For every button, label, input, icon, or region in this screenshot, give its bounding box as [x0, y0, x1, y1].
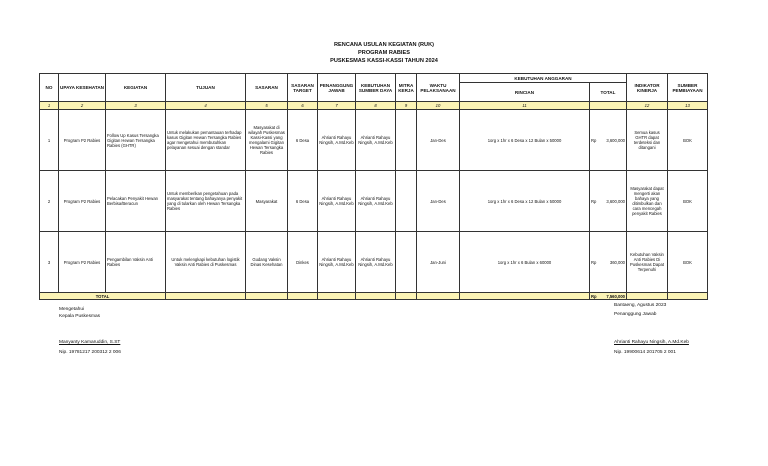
row-no: 1: [40, 110, 59, 171]
header-indikator: INDIKATOR KINERJA: [627, 74, 668, 102]
header-kebutuhan-anggaran: KEBUTUHAN ANGGARAN: [460, 74, 627, 83]
row-indikator: Kebutuhan Vaksin Anti Rabies Di Puskesmas Dapat Terpenuhi: [627, 232, 668, 293]
table-row: [40, 171, 708, 232]
penanggung-jawab-label: Penanggung Jawab: [614, 312, 657, 317]
puskesmas-title: PUSKESMAS KASSI-KASSI TAHUN 2024: [330, 58, 438, 64]
place-date: Bantaeng, Agustus 2023: [614, 303, 667, 308]
col-number: [590, 102, 627, 110]
row-tujuan: Untuk melengkapi kebutuhan logistik Vaksin Anti Rabies di Puskesmas: [166, 232, 246, 293]
row-upaya: Program P2 Rabies: [59, 232, 106, 293]
row-rincian: 1org x 1hr x 6 Bulan x 60000: [460, 232, 590, 293]
kepala-puskesmas-name: Manyanty Kamaruddin, S.ST: [59, 340, 121, 345]
row-total-cell: [590, 171, 627, 232]
row-tujuan: Untuk memberikan pengetahuan pada masyarakat tentang bahayanya penyakit yang di tularkan oleh Hewan Tersangka Rabies: [166, 171, 246, 232]
header-sumber: SUMBER PEMBIAYAAN: [668, 74, 708, 102]
col-number: 6: [288, 102, 318, 110]
col-number: 9: [396, 102, 417, 110]
kepala-puskesmas-nip: Nip. 19781217 200312 2 006: [59, 350, 121, 355]
penanggung-jawab-nip: Nip. 19900614 201705 2 001: [614, 350, 676, 355]
row-sumber-daya: Ahrianti Rahayu Ningsih, A.Md.Keb: [356, 232, 396, 293]
row-total: 3,600,000: [606, 198, 625, 204]
row-indikator: Masyarakat dapat mengerti akan bahaya yang ditimbulkan dan cara mencegah penyakit Rabies: [627, 171, 668, 232]
penanggung-jawab-name: Ahrianti Rahayu Ningsih, A.Md.Keb: [614, 340, 689, 345]
document-title: RENCANA USULAN KEGIATAN (RUK): [334, 42, 434, 48]
col-number: 1: [40, 102, 59, 110]
header-waktu: WAKTU PELAKSANAAN: [417, 74, 460, 102]
row-sumber: BOK: [668, 171, 708, 232]
row-total-cell: [590, 232, 627, 293]
col-number: 10: [417, 102, 460, 110]
program-title: PROGRAM RABIES: [358, 50, 410, 56]
row-penanggung-jawab: Ahrianti Rahayu Ningsih, A.Md.Keb: [318, 110, 356, 171]
header-sasaran-target: SASARAN TARGET: [288, 74, 318, 102]
row-sumber-daya: Ahrianti Rahayu Ningsih, A.Md.Keb: [356, 171, 396, 232]
row-mitra: [396, 171, 417, 232]
col-number: 11: [460, 102, 590, 110]
header-total: TOTAL: [590, 83, 627, 102]
col-number: 4: [166, 102, 246, 110]
row-rincian: 1org x 1hr x 6 Desa x 12 Bulan x 50000: [460, 110, 590, 171]
total-label: TOTAL: [40, 293, 166, 300]
header-sasaran: SASARAN: [246, 74, 288, 102]
row-rp: Rp: [591, 259, 597, 265]
header-kebutuhan-sumber-daya: KEBUTUHAN SUMBER DAYA: [356, 74, 396, 102]
row-total: 3,600,000: [606, 137, 625, 143]
row-penanggung-jawab: Ahrianti Rahayu Ningsih, A.Md.Keb: [318, 171, 356, 232]
row-no: 2: [40, 171, 59, 232]
row-sasaran: Masyarakat: [246, 171, 288, 232]
row-total: 360,000: [609, 259, 625, 265]
header-rincian: RINCIAN: [460, 83, 590, 102]
row-total-cell: [590, 110, 627, 171]
table-row: [40, 110, 708, 171]
row-sumber: BOK: [668, 110, 708, 171]
col-number: 8: [356, 102, 396, 110]
header-no: NO: [40, 74, 59, 102]
header-tujuan: TUJUAN: [166, 74, 246, 102]
row-sasaran: Gudang Vaksin Dinas Kesehatan: [246, 232, 288, 293]
row-sumber-daya: Ahrianti Rahayu Ningsih, A.Md.Keb: [356, 110, 396, 171]
col-number: 2: [59, 102, 106, 110]
row-indikator: Semua kasus GHTR dapat terdeteksi dan ditangani: [627, 110, 668, 171]
header-mitra-kerja: MITRA KERJA: [396, 74, 417, 102]
row-no: 3: [40, 232, 59, 293]
ruk-table: [39, 73, 708, 300]
row-tujuan: Untuk melakukan pemantauan terhadap kasus Gigitan Hewan Tersangka Rabies agar mengetahui membutuhkan pelayanan sesuai dengan standar: [166, 110, 246, 171]
row-kegiatan: Pengambilan Vaksin Anti Rabies: [106, 232, 166, 293]
row-upaya: Program P2 Rabies: [59, 171, 106, 232]
header-upaya: UPAYA KESEHATAN: [59, 74, 106, 102]
row-sasaran: Masyarakat di wilayah Puskesmas Kassi-Kassi yang mengalami Gigitan Hewan Tersangka Rabies: [246, 110, 288, 171]
row-waktu: Jan-Juni: [417, 232, 460, 293]
kepala-puskesmas-label: Kepala Puskesmas: [59, 314, 101, 319]
header-penanggung-jawab: PENANGGUNG JAWAB: [318, 74, 356, 102]
row-kegiatan: Pelacakan Penyakit Hewan Berbisa/Beracun: [106, 171, 166, 232]
row-upaya: Program P2 Rabies: [59, 110, 106, 171]
row-penanggung-jawab: Ahrianti Rahayu Ningsih, A.Md.Keb: [318, 232, 356, 293]
mengetahui-label: Mengetahui: [59, 307, 85, 312]
col-number: 12: [627, 102, 668, 110]
row-mitra: [396, 110, 417, 171]
table-row: [40, 232, 708, 293]
row-target: 6 Desa: [288, 110, 318, 171]
row-waktu: Jan-Des: [417, 171, 460, 232]
total-rp: Rp: [591, 293, 597, 299]
row-target: Dinkes: [288, 232, 318, 293]
total-value: 7,560,000: [606, 293, 625, 299]
col-number: 7: [318, 102, 356, 110]
total-row: [40, 293, 708, 300]
row-waktu: Jan-Des: [417, 110, 460, 171]
col-number: 13: [668, 102, 708, 110]
row-rp: Rp: [591, 198, 597, 204]
row-kegiatan: Follow Up Kasus Tersangka Gigitan Hewan Tersangka Rabies (GHTR): [106, 110, 166, 171]
row-mitra: [396, 232, 417, 293]
total-value-cell: [590, 293, 627, 300]
row-rincian: 1org x 1hr x 6 Desa x 12 Bulan x 50000: [460, 171, 590, 232]
header-kegiatan: KEGIATAN: [106, 74, 166, 102]
row-rp: Rp: [591, 137, 597, 143]
col-number: 5: [246, 102, 288, 110]
col-number: 3: [106, 102, 166, 110]
row-sumber: BOK: [668, 232, 708, 293]
row-target: 6 Desa: [288, 171, 318, 232]
column-number-row: [40, 102, 708, 110]
